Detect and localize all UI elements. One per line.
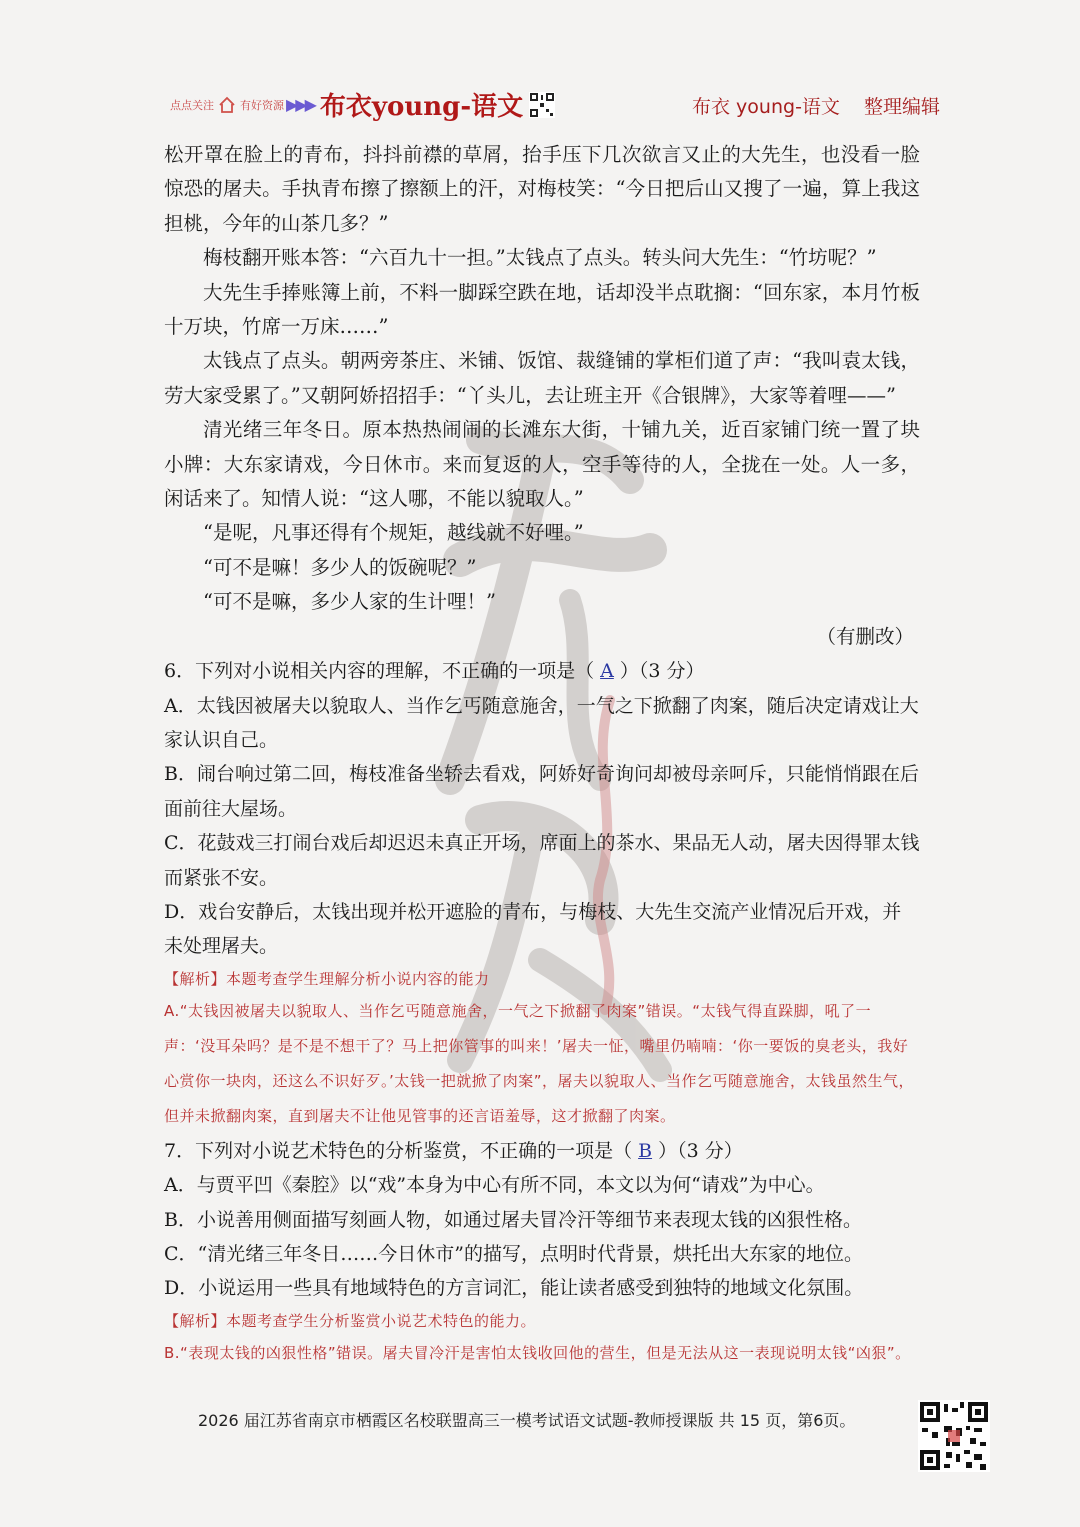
question-7-stem: [164, 1134, 920, 1168]
brand-banner: [170, 86, 555, 123]
option-item: B．小说善用侧面描写刻画人物，如通过屠夫冒冷汗等细节来表现太钱的凶狠性格。: [164, 1208, 862, 1231]
option-item: D．小说运用一些具有地域特色的方言词汇，能让读者感受到独特的地域文化氛围。: [164, 1277, 864, 1300]
slogan-right: 有好资源: [240, 98, 284, 112]
source-note: （有删改）: [816, 624, 914, 648]
passage-paragraph: 大先生手捧账簿上前，不料一脚踩空跌在地，话却没半点耽搁：“回东家，本月竹板十万块，竹席一万床……”: [164, 280, 920, 339]
passage-paragraph: 梅枝翻开账本答：“六百九十一担。”太钱点了点头。转头问大先生：“竹坊呢？”: [203, 246, 877, 270]
analysis-heading: 【解析】本题考查学生理解分析小说内容的能力: [164, 969, 490, 988]
slogan-left: 点点关注: [170, 98, 214, 112]
qr-code-icon: [529, 92, 555, 118]
question-score: ）（3 分）: [619, 660, 705, 683]
passage-paragraph: 松开罩在脸上的青布，抖抖前襟的草屑，抬手压下几次欲言又止的大先生，也没看一脸惊恐的屠夫。手执青布擦了擦额上的汗，对梅枝笑：“今日把后山又搜了一遍，算上我这担桃，今年的山茶几多？”: [164, 143, 920, 235]
question-score: ）（3 分）: [658, 1139, 743, 1162]
question-6-stem: [164, 654, 920, 688]
passage-paragraph: “可不是嘛！多少人的饭碗呢？”: [203, 555, 477, 579]
option-item: A．太钱因被屠夫以貌取人、当作乞丐随意施舍，一气之下掀翻了肉案，随后决定请戏让大家认识自己。: [164, 694, 919, 751]
header-right-title: [692, 92, 940, 119]
page-header: [170, 76, 940, 124]
header-brand-name: 布衣 young-语文: [692, 96, 840, 118]
qr-code-icon: [918, 1400, 990, 1472]
option-item: C．花鼓戏三打闹台戏后却迟迟未真正开场，席面上的茶水、果品无人动，屠夫因得罪太钱而紧张不安。: [164, 832, 920, 889]
answer-mark: A: [600, 660, 614, 683]
option-item: A．与贾平凹《秦腔》以“戏”本身为中心有所不同，本文以为何“请戏”为中心。: [164, 1174, 825, 1197]
analysis-body: B.“表现太钱的凶狠性格”错误。屠夫冒冷汗是害怕太钱收回他的营生，但是无法从这一表现说明太钱“凶狠”。: [164, 1343, 911, 1362]
passage-paragraph: 清光绪三年冬日。原本热热闹闹的长滩东大街，十铺九关，近百家铺门统一置了块小牌：大东家请戏，今日休市。来而复返的人，空手等待的人，全拢在一处。人一多，闲话来了。知情人说：“这人哪，不能以貌取人。”: [164, 418, 920, 511]
option-item: B．闹台响过第二回，梅枝准备坐轿去看戏，阿娇好奇询问却被母亲呵斥，只能悄悄跟在后面前往大屋场。: [164, 763, 919, 820]
house-icon: [218, 96, 236, 114]
passage-paragraph: “可不是嘛，多少人家的生计哩！”: [203, 590, 496, 614]
analysis-body: A.“太钱因被屠夫以貌取人、当作乞丐随意施舍，一气之下掀翻了肉案”错误。“太钱气得直跺脚，吼了一声：‘没耳朵吗？是不是不想干了？马上把你管事的叫来！’屠夫一怔，嘴里仍喃喃：‘你一要饭的臭老头，我好心赏你一块肉，还这么不识好歹。’太钱一把就掀了肉案”，屠夫以貌取人、当作乞丐随意施舍，太钱虽然生气，但并未掀翻肉案，直到屠夫不让他见管事的还言语羞辱，这才掀翻了肉案。: [164, 1001, 915, 1125]
answer-mark: B: [638, 1139, 653, 1162]
page-content: [164, 138, 920, 1371]
brand-logo: 布衣young-语文: [319, 92, 524, 122]
footer-text: 2026 届江苏省南京市栖霞区名校联盟高三一模考试语文试题-教师授课版 共 15 页，第6页。: [198, 1411, 856, 1430]
option-item: C．“清光绪三年冬日……今日休市”的描写，点明时代背景，烘托出大东家的地位。: [164, 1242, 863, 1265]
question-stem-text: 6．下列对小说相关内容的理解，不正确的一项是（: [164, 660, 595, 683]
play-arrows-icon: ▶▶▶: [286, 95, 314, 114]
option-item: D．戏台安静后，太钱出现并松开遮脸的青布，与梅枝、大先生交流产业情况后开戏，并未处理屠夫。: [164, 900, 902, 958]
passage-paragraph: “是呢，凡事还得有个规矩，越线就不好哩。”: [203, 521, 584, 545]
passage-paragraph: 太钱点了点头。朝两旁茶庄、米铺、饭馆、裁缝铺的掌柜们道了声：“我叫袁太钱，劳大家受累了。”又朝阿娇招招手：“丫头儿，去让班主开《合银牌》，大家等着哩——”: [164, 349, 920, 407]
header-edit-label: 整理编辑: [863, 96, 940, 118]
analysis-heading: 【解析】本题考查学生分析鉴赏小说艺术特色的能力。: [164, 1311, 537, 1330]
question-stem-text: 7．下列对小说艺术特色的分析鉴赏，不正确的一项是（: [164, 1139, 633, 1162]
